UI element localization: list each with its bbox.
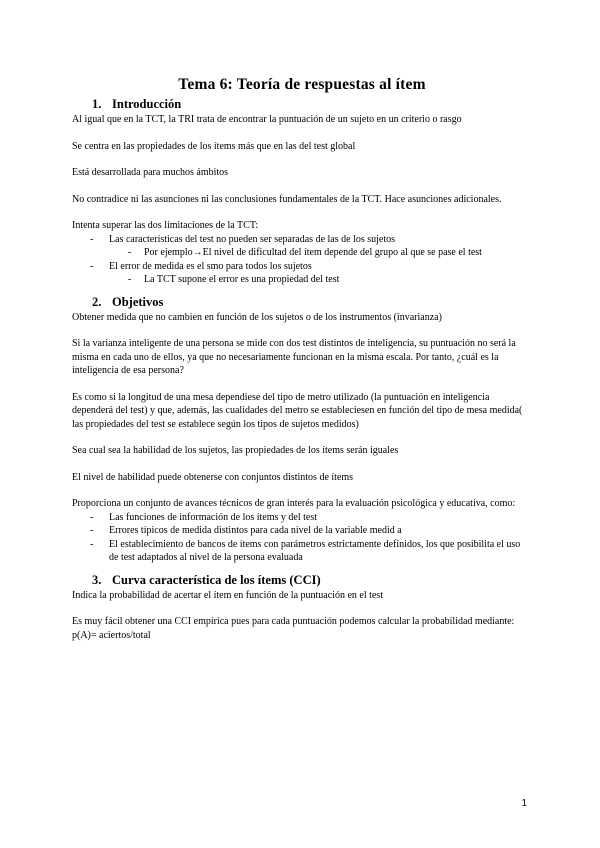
paragraph: Sea cual sea la habilidad de los sujetos, las propiedades de los ítems serán iguales [72, 445, 399, 456]
page-number: 1 [521, 798, 527, 809]
section-heading-objetivos [72, 295, 532, 310]
paragraph: Al igual que en la TCT, la TRI trata de encontrar la puntuación de un sujeto en un criterio o rasgo [72, 114, 462, 125]
paragraph: No contradice ni las asunciones ni las conclusiones fundamentales de la TCT. Hace asunciones adicionales. [72, 193, 502, 205]
paragraph: Es como si la longitud de una mesa dependiese del tipo de metro utilizado (la puntuación en inteligencia dependerá del test) y que, además, las cualidades del metro se estableciesen en función del tipo de mesa medida( las propiedades del test se establece según los tipos de sujetos medidos) [72, 391, 523, 430]
paragraph: El nivel de habilidad puede obtenerse con conjuntos distintos de ítems [72, 471, 354, 483]
section-number: 3. [92, 572, 102, 587]
paragraph: Está desarrollada para muchos ámbitos [72, 167, 229, 178]
page-title: Tema 6: Teoría de respuestas al ítem [178, 76, 426, 93]
bullet-list [72, 511, 532, 565]
list-item: - Las funciones de información de los ítems y del test [72, 511, 532, 525]
paragraph: Indica la probabilidad de acertar el ítem en función de la puntuación en el test [72, 589, 383, 601]
section-heading-introduccion [72, 97, 532, 112]
list-item: - La TCT supone el error es una propiedad del test [72, 273, 532, 287]
section-title: Introducción [112, 97, 182, 111]
paragraph: Es muy fácil obtener una CCI empírica pues para cada puntuación podemos calcular la probabilidad mediante: [72, 616, 515, 627]
paragraph: Si la varianza inteligente de una persona se mide con dos test distintos de inteligencia, su puntuación no será la misma en cada uno de ellos, ya que no necesariamente funcionan en la misma escala. Por tanto, ¿cuál es la inteligencia de esa persona? [72, 338, 516, 376]
list-item: - El establecimiento de bancos de ítems con parámetros estrictamente definidos, los que posibilita el uso de test adaptados al nivel de la persona evaluada [72, 538, 532, 565]
section-number: 1. [92, 97, 102, 111]
list-item: - El error de medida es el smo para todos los sujetos [72, 260, 532, 274]
list-item: - Errores típicos de medida distintos para cada nivel de la variable medid a [72, 524, 532, 538]
paragraph: Se centra en las propiedades de los ítems más que en las del test global [72, 140, 356, 152]
formula-line: p(A)= aciertos/total [72, 629, 151, 641]
list-item: - Por ejemplo→El nivel de dificultad del ítem depende del grupo al que se pase el test [72, 246, 532, 260]
paragraph: Proporciona un conjunto de avances técnicos de gran interés para la evaluación psicológica y educativa, como: [72, 498, 516, 509]
section-title: Objetivos [112, 294, 164, 309]
section-number: 2. [92, 294, 102, 309]
section-heading-curva-caracteristica [72, 573, 532, 588]
section-title: Curva característica de los ítems (CCI) [112, 572, 321, 587]
paragraph: Obtener medida que no cambien en función de los sujetos o de los instrumentos (invarianza) [72, 311, 442, 323]
list-item: - Las características del test no pueden ser separadas de las de los sujetos [72, 233, 532, 247]
document-page [72, 76, 532, 642]
paragraph: Intenta superar las dos limitaciones de la TCT: [72, 220, 259, 231]
bullet-list [72, 233, 532, 287]
